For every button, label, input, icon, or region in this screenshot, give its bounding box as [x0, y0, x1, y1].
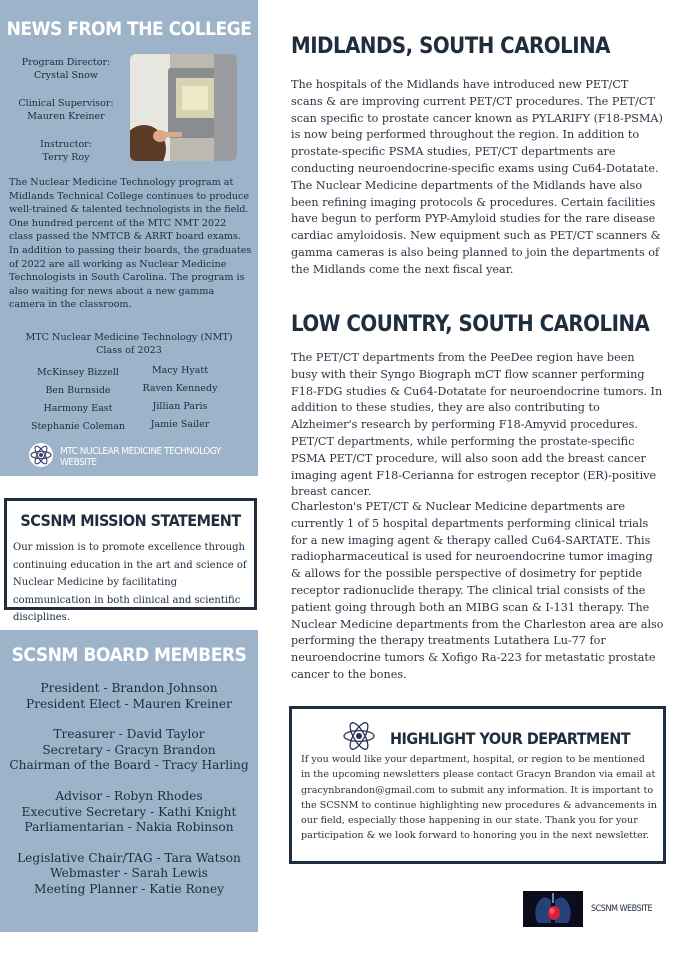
- staff-name: Crystal Snow: [33, 70, 99, 81]
- staff-program-director: [8, 56, 124, 82]
- board-member: Secretary - Gracyn Brandon: [42, 742, 216, 757]
- midlands-text: The hospitals of the Midlands have introduced new PET/CT scans & are improving current PET/CT procedures. The PET/CT scan specific to prostate cancer known as PYLARIFY (F18-PSMA) is now being performed throughout the region. In addition to prostate-specific PSMA studies, PET/CT departments are conducting neuroendocrine-specific exams using Cu64-Dotatate. The Nuclear Medicine departments of the Midlands have also been refining imaging protocols & procedures. Certain facilities have begun to perform PYP-Amyloid studies for the rare disease cardiac amyloidosis. New equipment such as PET/CT scanners & gamma cameras is also being planned to join the departments of the Midlands come the next fiscal year.: [291, 78, 663, 276]
- college-photo: [130, 54, 237, 161]
- board-member: Webmaster - Sarah Lewis: [50, 866, 208, 881]
- board-panel: [0, 630, 258, 932]
- class-heading: [0, 331, 258, 357]
- student-name: McKinsey Bizzell: [37, 367, 119, 378]
- highlight-text: If you would like your department, hospital, or region to be mentioned in the upcoming newsletters please contact Gracyn Brandon via email at gracynbrandon@gmail.com to submit any information. It is important to the SCSNM to continue highlighting new procedures & advancements in our field, especially those happening in our state. Thank you for your participation & we look forward to honoring you in the next newsletter.: [301, 754, 657, 842]
- highlight-title: HIGHLIGHT YOUR DEPARTMENT: [390, 728, 631, 748]
- student-name: Jillian Paris: [152, 401, 208, 412]
- board-officers-group: [0, 851, 258, 898]
- staff-list: [8, 56, 124, 179]
- low-country-title: LOW COUNTRY, SOUTH CAROLINA: [291, 312, 650, 337]
- staff-role: Program Director:: [21, 57, 111, 68]
- highlight-box: [289, 706, 666, 864]
- board-member: Executive Secretary - Kathi Knight: [21, 804, 237, 819]
- class-program-label: MTC Nuclear Medicine Technology (NMT): [25, 332, 233, 343]
- class-year-label: Class of 2023: [96, 345, 162, 356]
- board-member: Treasurer - David Taylor: [53, 727, 205, 742]
- news-panel: [0, 0, 258, 476]
- midlands-title: MIDLANDS, SOUTH CAROLINA: [291, 34, 610, 59]
- scsnm-website-link[interactable]: [523, 891, 652, 927]
- staff-role: Clinical Supervisor:: [18, 98, 114, 109]
- student-name: Harmony East: [43, 403, 113, 414]
- staff-instructor: [8, 138, 124, 164]
- board-member: Parliamentarian - Nakia Robinson: [24, 820, 234, 835]
- scsnm-website-label[interactable]: SCSNM WEBSITE: [591, 904, 653, 914]
- lung-scan-icon: [523, 891, 583, 927]
- class-column-left: [18, 364, 138, 436]
- board-member: President - Brandon Johnson: [40, 681, 218, 695]
- student-name: Stephanie Coleman: [30, 421, 126, 432]
- board-officers-group: [0, 681, 258, 712]
- mtc-website-link[interactable]: [28, 443, 258, 471]
- mission-title: SCSNM MISSION STATEMENT: [20, 511, 241, 530]
- board-member: Advisor - Robyn Rhodes: [55, 788, 203, 803]
- mission-text: Our mission is to promote excellence through continuing education in the art and science of Nuclear Medicine by facilitating communication in both clinical and scientific disciplines.: [13, 542, 247, 623]
- student-name: Macy Hyatt: [151, 365, 209, 376]
- student-name: Jamie Sailer: [150, 419, 210, 430]
- staff-role: Instructor:: [40, 139, 92, 150]
- board-member: Chairman of the Board - Tracy Harling: [9, 758, 249, 773]
- board-member: Meeting Planner - Katie Roney: [34, 881, 224, 896]
- board-title: SCSNM BOARD MEMBERS: [11, 644, 247, 666]
- board-member: Legislative Chair/TAG - Tara Watson: [17, 850, 241, 865]
- board-member: President Elect - Mauren Kreiner: [26, 696, 232, 711]
- staff-name: Terry Roy: [42, 152, 90, 163]
- atom-icon: [28, 442, 54, 472]
- board-officers-group: [0, 727, 258, 774]
- mtc-website-label[interactable]: MTC NUCLEAR MEDICINE TECHNOLOGY WEBSITE: [60, 446, 221, 468]
- mission-box: [4, 498, 257, 623]
- board-officers-group: [0, 789, 258, 836]
- low-country-paragraph: Charleston's PET/CT & Nuclear Medicine departments are currently 1 of 5 hospital departments performing clinical trials for a new imaging agent & therapy called Cu64-SARTATE. This radiopharmaceutical is used for neuroendocrine tumor imaging & allows for the possible perspective of dosimetry for peptide receptor radionuclide therapy. The clinical trial consists of the patient going through both an MIBG scan & I-131 therapy. The Nuclear Medicine departments from the Charleston area are also performing the therapy treatments Lutathera Lu-77 for neuroendocrine tumors & Xofigo Ra-223 for metastatic prostate cancer to the bones.: [291, 500, 664, 681]
- staff-clinical-supervisor: [8, 97, 124, 123]
- low-country-paragraph: The PET/CT departments from the PeeDee region have been busy with their Syngo Biograph mCT flow scanner performing F18-FDG studies & Cu64-Dotatate for neuroendocrine tumors. In addition to these studies, they are also contributing to Alzheimer's research by performing F18-Amyvid procedures. PET/CT departments, while performing the prostate-specific PSMA PET/CT procedure, will also soon add the breast cancer imaging agent F18-Cerianna for estrogen receptor (ER)-positive breast cancer.: [291, 351, 663, 499]
- news-title: NEWS FROM THE COLLEGE: [6, 18, 252, 40]
- class-column-right: [130, 362, 230, 434]
- staff-name: Mauren Kreiner: [27, 111, 105, 122]
- news-paragraph: The Nuclear Medicine Technology program at Midlands Technical College continues to produce well-trained & talented technologists in the field. One hundred percent of the MTC NMT 2022 class passed the NMTCB & ARRT board exams. In addition to passing their boards, the graduates of 2022 are all working as Nuclear Medicine Technologists in South Carolina. The program is also waiting for news about a new gamma camera in the classroom.: [9, 177, 252, 311]
- student-name: Raven Kennedy: [142, 383, 218, 394]
- student-name: Ben Burnside: [45, 385, 111, 396]
